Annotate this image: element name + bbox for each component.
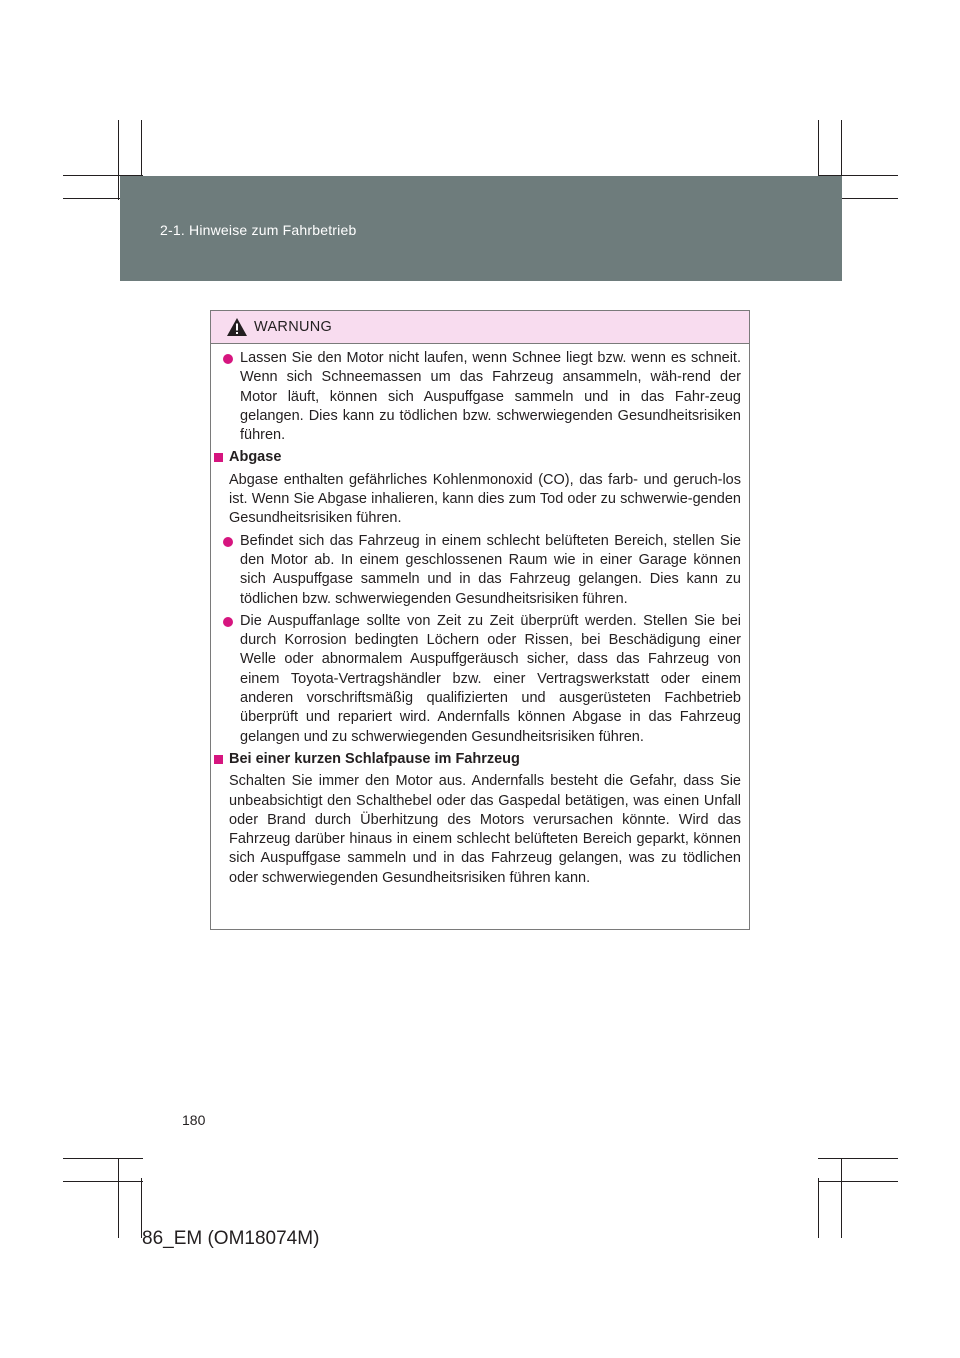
crop-mark <box>118 120 119 200</box>
bullet-dot-icon <box>223 537 233 547</box>
paragraph-abgase: Abgase enthalten gefährliches Kohlenmonoxid (CO), das farb- und geruch-los ist. Wenn Sie Abgase inhalieren, kann dies zum Tod oder zu schwerwie-genden Gesundheitsrisiken führen. <box>229 471 741 527</box>
crop-mark <box>818 1178 819 1238</box>
paragraph-schlafpause: Schalten Sie immer den Motor aus. Andernfalls besteht die Gefahr, dass Sie unbeabsichtigt den Schalthebel oder das Gaspedal betätigen, was einen Unfall oder Brand durch Überhitzung des Motors verursachen könnte. Wird das Fahrzeug darüber hinaus in einem schlecht belüfteten Bereich geparkt, können sich Auspuffgase sammeln und in das Fahrzeug gelangen, was zu tödlichen oder schwerwiegenden Gesundheitsrisiken führen kann. <box>229 773 741 886</box>
bullet-text: Befindet sich das Fahrzeug in einem schlecht belüfteten Bereich, stellen Sie den Motor ab. In einem geschlossenen Raum wie in einer Garage können sich Auspuffgase sammeln und in das Fahrzeug gelangen. Dies kann zu tödlichen bzw. schwerwiegenden Gesundheitsrisiken führen. <box>240 532 741 607</box>
crop-mark <box>841 1158 842 1238</box>
bullet-dot-icon <box>223 617 233 627</box>
abgase-bullet <box>211 612 749 747</box>
crop-mark <box>118 1158 119 1238</box>
square-bullet-icon <box>214 755 223 764</box>
bullet-text: Die Auspuffanlage sollte von Zeit zu Zeit überprüft werden. Stellen Sie bei durch Korrosion bedingten Löchern oder Rissen, bei Beschädigung einer Welle oder abnormalem Auspuffgeräusch sicher, dass das Fahrzeug von einem Toyota-Vertragshändler bzw. einer Vertragswerkstatt oder einem anderen vorschriftsmäßig qualifizierten und ausgerüsteten Fachbetrieb überprüft und repariert wird. Andernfalls können Abgase in das Fahrzeug gelangen und zu schwerwiegenden Gesundheitsrisiken führen. <box>240 612 741 745</box>
square-bullet-icon <box>214 453 223 462</box>
warning-triangle-icon <box>226 317 248 337</box>
warning-bullet <box>211 349 749 445</box>
warning-title: WARNUNG <box>254 319 333 335</box>
warning-header <box>211 311 749 344</box>
crop-mark <box>63 1158 143 1159</box>
heading-text: Bei einer kurzen Schlafpause im Fahrzeug <box>229 750 520 767</box>
section-heading-schlafpause <box>211 750 749 769</box>
crop-mark <box>63 1181 143 1182</box>
crop-mark <box>818 1158 898 1159</box>
abgase-bullet <box>211 532 749 609</box>
section-heading-abgase <box>211 448 749 467</box>
section-title: 2-1. Hinweise zum Fahrbetrieb <box>160 222 357 238</box>
warning-box <box>210 310 750 930</box>
bullet-dot-icon <box>223 354 233 364</box>
heading-text: Abgase <box>229 449 282 466</box>
page-number: 180 <box>182 1112 206 1128</box>
document-code: 86_EM (OM18074M) <box>142 1228 320 1249</box>
warning-content <box>211 349 749 891</box>
crop-mark <box>818 1181 898 1182</box>
bullet-text: Lassen Sie den Motor nicht laufen, wenn Schnee liegt bzw. wenn es schneit. Wenn sich Schneemassen um das Fahrzeug ansammeln, wäh-rend der Motor läuft, können sich Auspuffgase sammeln und in das Fahr-zeug gelangen. Dies kann zu tödlichen bzw. schwerwiegenden Gesundheitsrisiken führen. <box>240 350 741 444</box>
